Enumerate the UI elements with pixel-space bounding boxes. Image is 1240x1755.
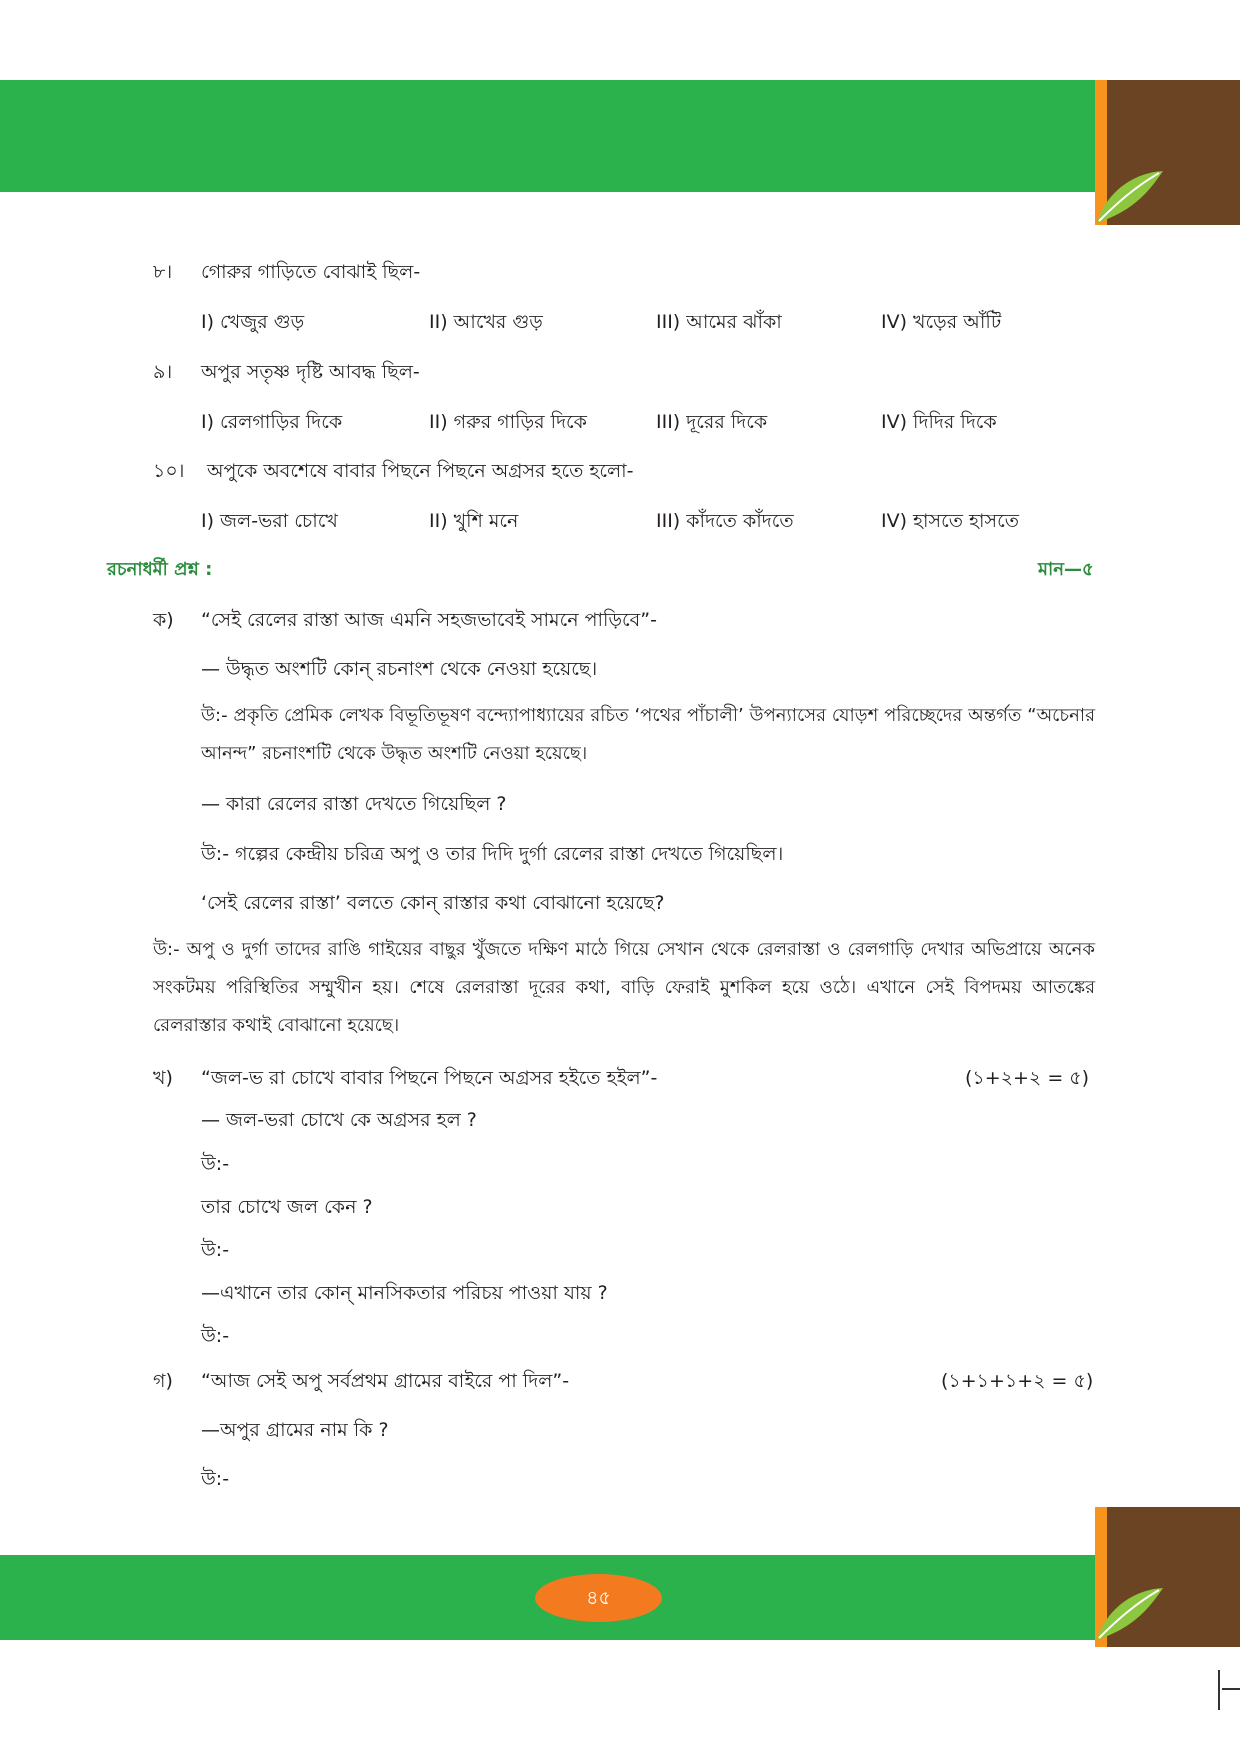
sub-question: তার চোখে জল কেন ? [201,1196,373,1218]
option: II) খুশি মনে [429,510,519,532]
header-corner [1095,80,1240,225]
sub-question: ‘সেই রেলের রাস্তা’ বলতে কোন্ রাস্তার কথা বোঝানো হয়েছে? [201,892,665,914]
option: II) গরুর গাড়ির দিকে [429,411,587,433]
question-number: ৯। [153,361,173,383]
question-number: ক) [153,609,174,631]
question-quote: “আজ সেই অপু সর্বপ্রথম গ্রামের বাইরে পা দিল”- [201,1370,570,1392]
answer-text: উ:- [201,1325,230,1347]
sub-question: — জল-ভরা চোখে কে অগ্রসর হল ? [201,1109,477,1131]
leaf-icon [1095,165,1165,225]
question-text: অপুকে অবশেষে বাবার পিছনে পিছনে অগ্রসর হতে হলো- [207,460,634,482]
sub-question: —অপুর গ্রামের নাম কি ? [201,1419,389,1441]
sub-question: —এখানে তার কোন্ মানসিকতার পরিচয় পাওয়া যায় ? [201,1282,608,1304]
option: III) কাঁদতে কাঁদতে [656,510,794,532]
option: I) জল-ভরা চোখে [201,510,338,532]
answer-text: উ:- [201,1153,230,1175]
question-text: অপুর সতৃষ্ণ দৃষ্টি আবদ্ধ ছিল- [201,361,420,383]
answer-text: উ:- গল্পের কেন্দ্রীয় চরিত্র অপু ও তার দিদি দুর্গা রেলের রাস্তা দেখতে গিয়েছিল। [201,843,784,865]
header-band [0,80,1095,192]
option: I) রেলগাড়ির দিকে [201,411,343,433]
footer-corner [1095,1507,1240,1647]
question-marks: (১+২+২ = ৫) [965,1067,1090,1089]
answer-text: উ:- প্রকৃতি প্রেমিক লেখক বিভূতিভূষণ বন্দ্যোপাধ্যায়ের রচিত ‘পথের পাঁচালী’ উপন্যাসের যোড়শ পরিচ্ছেদের অন্তর্গত “অচেনার আনন্দ” রচনাংশটি থেকে উদ্ধৃত অংশটি নেওয়া হয়েছে। [201,705,1095,764]
sub-question: — কারা রেলের রাস্তা দেখতে গিয়েছিল ? [201,793,507,815]
leaf-icon [1095,1582,1165,1642]
option: IV) খড়ের আঁটি [881,311,1002,333]
answer-text: উ:- [201,1468,230,1490]
page-number: ৪৫ [535,1574,662,1622]
section-title: রচনাধর্মী প্রশ্ন : [107,559,213,580]
question-number: খ) [153,1067,173,1089]
option: II) আখের গুড় [429,311,543,333]
question-number: ১০। [153,460,185,482]
question-quote: “সেই রেলের রাস্তা আজ এমনি সহজভাবেই সামনে পাড়িবে”- [201,609,657,631]
answer-text: উ:- [201,1239,230,1261]
section-marks: মান—৫ [1038,559,1094,580]
option: I) খেজুর গুড় [201,311,305,333]
crop-mark [1222,1688,1240,1690]
option: IV) দিদির দিকে [881,411,997,433]
question-number: গ) [153,1370,173,1392]
question-marks: (১+১+১+২ = ৫) [941,1370,1094,1392]
question-number: ৮। [153,261,173,283]
option: III) দূরের দিকে [656,411,768,433]
option: IV) হাসতে হাসতে [881,510,1019,532]
option: III) আমের ঝাঁকা [656,311,782,333]
answer-text: উ:- অপু ও দুর্গা তাদের রাঙি গাইয়ের বাছুর খুঁজতে দক্ষিণ মাঠে গিয়ে সেখান থেকে রেলরাস্তা ও রেলগাড়ি দেখার অভিপ্রায়ে অনেক সংকটময় পরিস্থিতির সম্মুখীন হয়। শেষে রেলরাস্তা দূরের কথা, বাড়ি ফেরাই মুশকিল হয়ে ওঠে। এখানে সেই বিপদময় আতঙ্কের রেলরাস্তার কথাই বোঝানো হয়েছে। [153,939,1095,1036]
sub-question: — উদ্ধৃত অংশটি কোন্ রচনাংশ থেকে নেওয়া হয়েছে। [201,658,598,680]
question-quote: “জল-ভ রা চোখে বাবার পিছনে পিছনে অগ্রসর হইতে হইল”- [201,1067,658,1089]
crop-mark [1218,1670,1220,1710]
question-text: গোরুর গাড়িতে বোঝাই ছিল- [201,261,421,283]
